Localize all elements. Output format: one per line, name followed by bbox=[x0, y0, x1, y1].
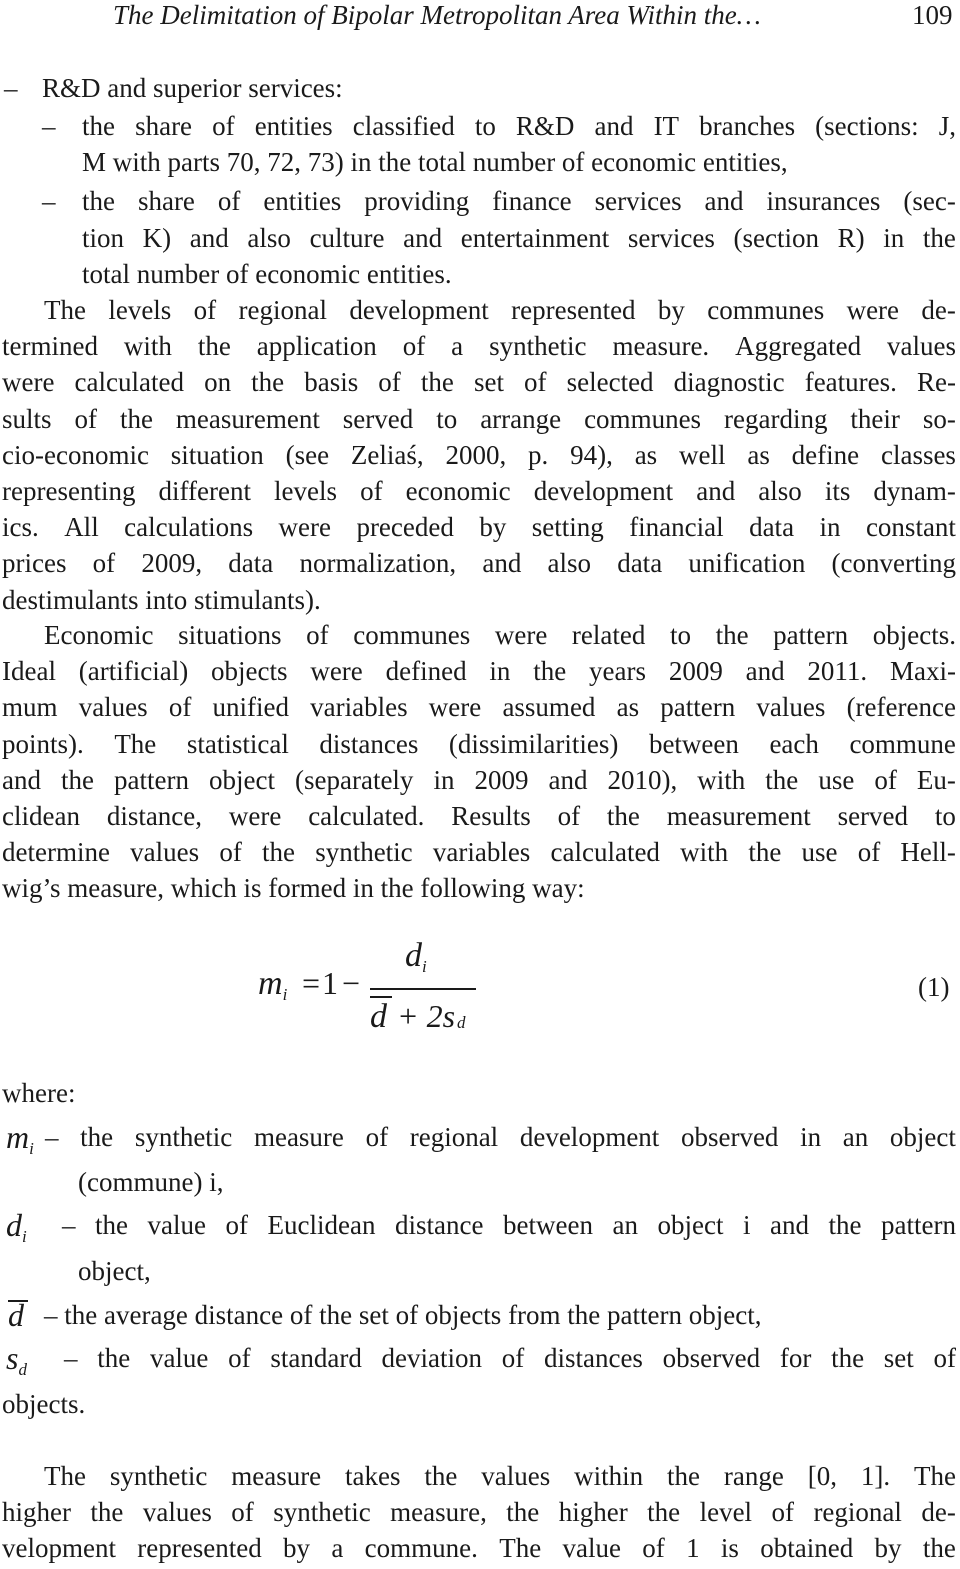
text-line: clidean distance, were calculated. Results of the measurement served to bbox=[2, 801, 956, 831]
text-line: destimulants into stimulants). bbox=[2, 584, 321, 615]
text-line: prices of 2009, data normalization, and also data unification (converting bbox=[2, 548, 956, 579]
eq-numerator: $d_i$ bbox=[405, 937, 427, 976]
text-line: The synthetic measure takes the values within the range [0, 1]. The bbox=[44, 1461, 956, 1491]
eq-one: 1 bbox=[322, 965, 338, 1001]
def-dbar-symbol: d bbox=[8, 1297, 24, 1333]
list-dash: – bbox=[42, 186, 56, 216]
text-line: points). The statistical distances (dissimilarities) between each commune bbox=[2, 728, 956, 759]
text-line: were calculated on the basis of the set of selected diagnostic features. Re- bbox=[2, 367, 956, 398]
text-line: mum values of unified variables were assumed as pattern values (reference bbox=[2, 692, 956, 723]
eq-den-sub: d bbox=[457, 1013, 466, 1032]
text-line: and the pattern object (separately in 2009 and 2010), with the use of Eu- bbox=[2, 764, 956, 795]
sub-item-2-line-3: total number of economic entities. bbox=[82, 259, 452, 289]
eq-den-plus: + 2s bbox=[397, 998, 456, 1034]
def-sd-line-2: objects. bbox=[2, 1389, 86, 1419]
text-line: representing different levels of economic development and also its dynam- bbox=[2, 476, 956, 506]
eq-den-d: d bbox=[370, 998, 387, 1035]
def-mi-symbol: $m_i$ bbox=[6, 1119, 34, 1158]
eq-lhs: $m_i$ bbox=[258, 965, 288, 1004]
def-mi-line-1: – the synthetic measure of regional development observed in an object bbox=[45, 1122, 956, 1152]
def-sd-symbol: $s_d$ bbox=[6, 1340, 27, 1379]
text-line: cio-economic situation (see Zeliaś, 2000, p. 94), as well as define classes bbox=[2, 439, 956, 470]
text-line: wig’s measure, which is formed in the following way: bbox=[2, 873, 585, 904]
sub-item-1-line-2: M with parts 70, 72, 73) in the total number of economic entities, bbox=[82, 147, 788, 177]
eq-equals: = bbox=[302, 965, 321, 1001]
list-dash: – bbox=[4, 73, 18, 103]
def-dbar-line: – the average distance of the set of objects from the pattern object, bbox=[44, 1300, 762, 1330]
sub-item-1-line-1: the share of entities classified to R&D and IT branches (sections: J, bbox=[82, 111, 956, 141]
sub-item-2-line-2: tion K) and also culture and entertainment services (section R) in the bbox=[82, 223, 956, 253]
def-di-line-1: – the value of Euclidean distance between an object i and the pattern bbox=[62, 1210, 956, 1240]
eq-minus: − bbox=[342, 965, 361, 1001]
sub-item-2-line-1: the share of entities providing finance services and insurances (sec- bbox=[82, 186, 956, 216]
text-line: sults of the measurement served to arrange communes regarding their so- bbox=[2, 403, 956, 434]
text-line: velopment represented by a commune. The value of 1 is obtained by the bbox=[2, 1533, 956, 1564]
page-number: 109 bbox=[912, 0, 953, 30]
running-title: The Delimitation of Bipolar Metropolitan Area Within the… bbox=[113, 0, 761, 30]
where-label: where: bbox=[2, 1078, 76, 1108]
text-line: Ideal (artificial) objects were defined in the years 2009 and 2011. Maxi- bbox=[2, 656, 956, 687]
equation-number: (1) bbox=[918, 972, 950, 1002]
text-line: determine values of the synthetic variables calculated with the use of Hell- bbox=[2, 837, 956, 868]
text-line: ics. All calculations were preceded by setting financial data in constant bbox=[2, 512, 956, 543]
text-line: Economic situations of communes were related to the pattern objects. bbox=[44, 620, 956, 650]
def-mi-line-2: (commune) i, bbox=[78, 1167, 224, 1197]
def-di-line-2: object, bbox=[78, 1256, 151, 1286]
list-item-main: R&D and superior services: bbox=[42, 73, 343, 103]
list-dash: – bbox=[42, 111, 56, 141]
text-line: termined with the application of a synthetic measure. Aggregated values bbox=[2, 331, 956, 362]
text-line: The levels of regional development represented by communes were de- bbox=[44, 295, 956, 325]
def-sd-line-1: – the value of standard deviation of distances observed for the set of bbox=[64, 1343, 956, 1373]
eq-fraction-bar bbox=[370, 988, 476, 990]
def-di-symbol: $d_i$ bbox=[6, 1207, 27, 1246]
text-line: higher the values of synthetic measure, the higher the level of regional de- bbox=[2, 1497, 956, 1528]
